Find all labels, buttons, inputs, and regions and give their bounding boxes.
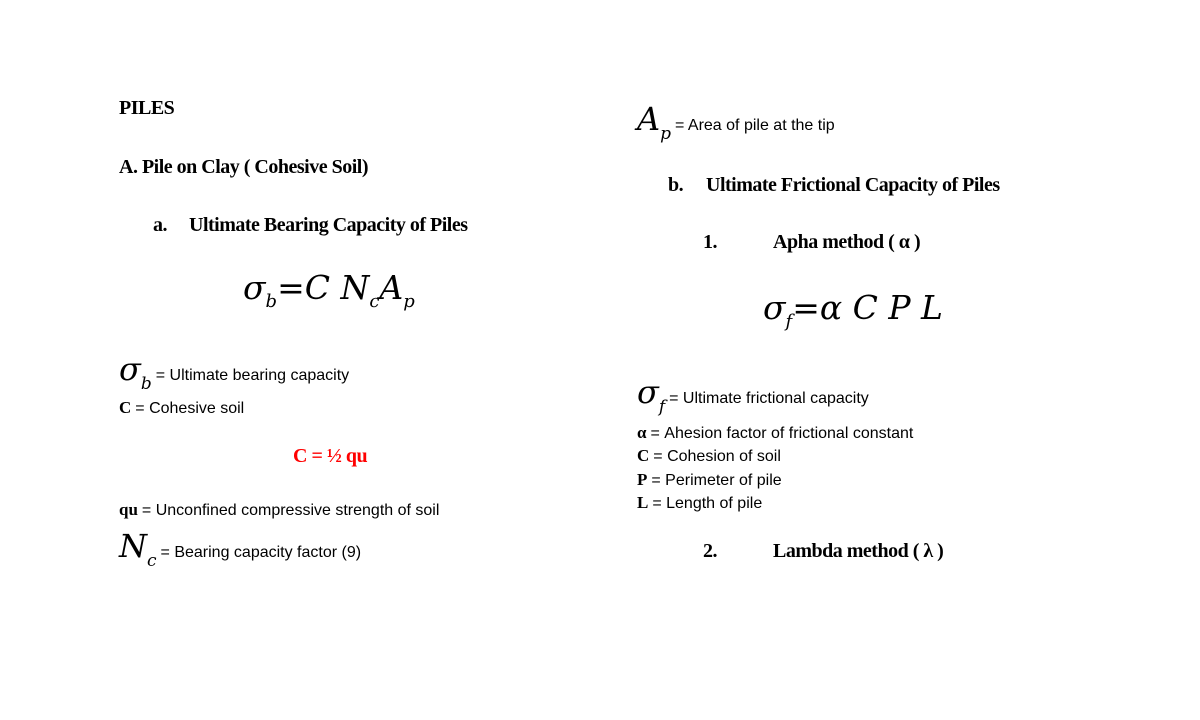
definition-c-cohesion <box>637 446 781 466</box>
formula-sigma: σ <box>243 268 266 307</box>
def-ap-text: = Area of pile at the tip <box>675 117 835 134</box>
subsection-a-marker: a. <box>153 214 167 236</box>
friction-formula-sigma-sub: f <box>785 311 793 332</box>
method-1-text: Apha method ( α ) <box>773 231 921 253</box>
def-alpha-text: = Ahesion factor of frictional constant <box>650 425 914 442</box>
def-qu-symbol: qu <box>119 500 138 519</box>
definition-l <box>637 493 762 513</box>
def-ap-symbol: A <box>637 100 661 138</box>
subsection-b-heading <box>668 174 1000 197</box>
def-c2-symbol: C <box>637 446 650 465</box>
def-ap-sub: p <box>660 124 671 144</box>
subsection-a-heading <box>153 214 468 237</box>
definition-sigma-b <box>119 350 350 394</box>
def-sigma-b-sub: b <box>140 374 152 394</box>
def-p-text: = Perimeter of pile <box>651 472 782 489</box>
method-1-heading <box>703 231 920 254</box>
definition-qu <box>119 500 439 520</box>
def-qu-text: = Unconfined compressive strength of soil <box>141 502 440 519</box>
def-c-symbol: C <box>119 398 132 417</box>
def-sigma-b-text: = Ultimate bearing capacity <box>155 367 350 384</box>
definition-alpha <box>637 423 913 443</box>
c-relation-highlight: C = ½ qu <box>293 445 368 467</box>
subsection-a-text: Ultimate Bearing Capacity of Piles <box>189 214 468 236</box>
friction-formula-sigma: σ <box>763 288 786 327</box>
def-nc-symbol: N <box>119 527 147 565</box>
def-nc-sub: c <box>147 551 157 571</box>
section-a-heading: A. Pile on Clay ( Cohesive Soil) <box>119 156 368 178</box>
page-title: PILES <box>119 97 175 119</box>
bearing-capacity-formula <box>243 268 415 312</box>
subsection-b-text: Ultimate Frictional Capacity of Piles <box>706 174 1000 196</box>
formula-sigma-sub: b <box>265 291 278 312</box>
definition-ap <box>637 100 835 144</box>
formula-n-sub: c <box>369 291 380 312</box>
def-nc-text: = Bearing capacity factor (9) <box>160 544 362 561</box>
def-l-symbol: L <box>637 493 649 512</box>
def-c-text: = Cohesive soil <box>135 400 245 417</box>
definition-p <box>637 470 782 490</box>
definition-sigma-f <box>637 373 869 417</box>
formula-a-sub: p <box>403 291 415 312</box>
friction-formula-rhs: =α C P L <box>792 288 943 327</box>
formula-a: A <box>379 268 404 307</box>
def-sigma-b-symbol: σ <box>119 350 141 388</box>
def-c2-text: = Cohesion of soil <box>653 448 781 465</box>
subsection-b-marker: b. <box>668 174 684 196</box>
def-sigma-f-symbol: σ <box>637 373 659 411</box>
frictional-capacity-formula <box>763 288 943 332</box>
method-2-number: 2. <box>703 540 717 562</box>
method-2-text: Lambda method ( λ ) <box>773 540 944 562</box>
def-sigma-f-sub: f <box>658 397 666 417</box>
def-p-symbol: P <box>637 470 648 489</box>
formula-cn: =C N <box>277 268 370 307</box>
def-l-text: = Length of pile <box>652 495 763 512</box>
def-sigma-f-text: = Ultimate frictional capacity <box>669 390 869 407</box>
method-1-number: 1. <box>703 231 717 253</box>
def-alpha-symbol: α <box>637 423 647 442</box>
definition-nc <box>119 527 362 571</box>
method-2-heading <box>703 540 943 563</box>
definition-c <box>119 398 244 418</box>
